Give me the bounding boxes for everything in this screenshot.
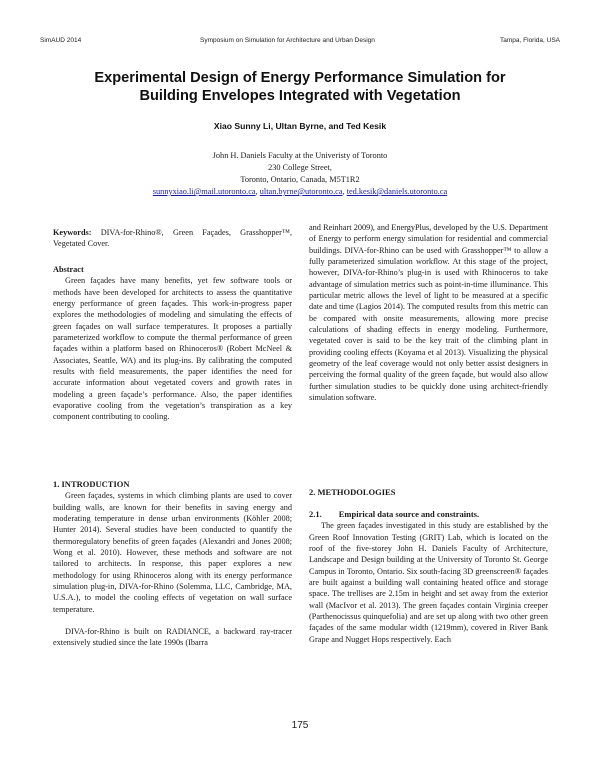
introduction-paragraph-1: Green façades, systems in which climbing plants are used to cover building walls, are known for their benefits in saving energy and moderating temperature in dense urban environments (Köhler 2008; Hunter 2014). Several studies have been conducted to quantify the thermoregulatory benefits of green façades (Alexandri and Jones 2008; Wong et al. 2010). However, these methods and software are not tailored to architects. In response, this paper explores a new methodology for using Rhinoceros along with its energy performance simulation plug-in, DIVA-for-Rhino (Solemma, LLC, Cambridge, MA, U.S.A.), to model the cooling effects of vegetation on wall surface temperature. xyxy=(53,491,292,614)
methodologies-section xyxy=(309,487,548,498)
subsection-heading: 2.1. Empirical data source and constraints. xyxy=(309,509,480,519)
title-line-2: Building Envelopes Integrated with Vegetation xyxy=(139,88,461,104)
methodologies-heading: 2. METHODOLOGIES xyxy=(309,487,396,497)
right-column-paragraph: and Reinhart 2009), and EnergyPlus, developed by the U.S. Department of Energy to perform energy simulation for residential and commercial buildings. DIVA-for-Rhino can be used with Grasshopper™ to allow a fully parameterized simulation workflow. At this stage of the project, however, DIVA-for-Rhino’s plug-in is used with Rhinoceros to take advantage of simulation metrics such as point-in-time illuminance. This particular metric allows the level of light to be measured at a specific date and time (Lagios 2014). The computed results from this metric can be compared with onsite measurements, allowing more precise calculations of shading effects in energy modeling. Furthermore, vegetated cover is said to be the key trait of the climbing plant in providing cooling effects (Koyama et al 2013). Visualizing the physical geometry of the leaf coverage would not only better assist designers in perceiving the formal quality of the green façade, but would also allow further simulation studies to be quickly done using architect-friendly simulation software. xyxy=(309,223,548,403)
keywords-text: DIVA-for-Rhino®, Green Façades, Grasshopper™, Vegetated Cover. xyxy=(53,228,293,249)
introduction-section xyxy=(53,479,292,649)
email-link-1[interactable]: sunnyxiao.li@mail.utoronto.ca xyxy=(152,187,256,196)
abstract-text: Green façades have many benefits, yet few software tools or methods have been developed for architects to assess the quantitative energy performance of green façades. This work-in-progress paper explores the methodologies of modeling and simulating the effects of green façades on wall surface temperatures. It proposes a partially parameterized workflow to compute the thermal performance of green façades within a platform based on Rhinoceros® (Robert McNeel & Associates, Seattle, WA) and its plug-ins. By calibrating the computed results with field measurements, the paper identifies the need for accurate information about vegetated covers and growth rates in modeling a green façade’s performance. Also, the paper identifies evaporative cooling from the vegetation’s transpiration as a key component contributing to cooling. xyxy=(53,276,292,422)
methodologies-paragraph-1: The green façades investigated in this study are established by the Green Roof Innovation Testing (GRIT) Lab, which is located on the roof of the five-storey John H. Daniels Faculty of Architecture, Landscape and Design building at the University of Toronto St. George Campus in Toronto, Ontario. Six south-facing 3D greenscreen® façades are built against a building wall containing heated office and storage space. The trellises are 2.15m in height and set away from the exterior wall (MacIvor et al. 2013). The green façades contain Virginia creeper (Parthenocissus quinquefolia) and are set up along with two other green façades of the same modular width (1219mm), covered in River Bank Grape and Nugget Hops respectively. Each xyxy=(309,521,548,644)
affiliation-line-1: John H. Daniels Faculty at the Univeristy of Toronto xyxy=(212,151,388,160)
page-number: 175 xyxy=(291,720,309,731)
header-conference: SimAUD 2014 xyxy=(40,37,82,44)
abstract-section xyxy=(53,264,292,423)
paper-title xyxy=(40,69,560,105)
author-list: Xiao Sunny Li, Ultan Byrne, and Ted Kesik xyxy=(213,121,387,131)
affiliation-line-2: 230 College Street, xyxy=(268,163,332,172)
email-line: sunnyxiao.li@mail.utoronto.ca, ultan.byrne@utoronto.ca, ted.kesik@daniels.utoronto.ca xyxy=(152,187,448,196)
affiliation-line-3: Toronto, Ontario, Canada, M5T1R2 xyxy=(240,175,360,184)
keywords-block xyxy=(53,227,292,250)
right-column-continuation xyxy=(309,222,548,404)
header-location: Tampa, Florida, USA xyxy=(500,37,560,44)
abstract-heading: Abstract xyxy=(53,265,84,274)
affiliation-block xyxy=(40,150,560,198)
header-symposium: Symposium on Simulation for Architecture and Urban Design xyxy=(200,37,375,44)
email-link-2[interactable]: ultan.byrne@utoronto.ca xyxy=(259,187,343,196)
title-line-1: Experimental Design of Energy Performance Simulation for xyxy=(94,70,506,86)
introduction-paragraph-2: DIVA-for-Rhino is built on RADIANCE, a backward ray-tracer extensively studied since the late 1990s (Ibarra xyxy=(53,627,292,648)
keywords-label: Keywords: xyxy=(53,228,92,237)
methodologies-subsection xyxy=(309,509,548,645)
email-link-3[interactable]: ted.kesik@daniels.utoronto.ca xyxy=(346,187,448,196)
introduction-heading: 1. INTRODUCTION xyxy=(53,479,130,489)
